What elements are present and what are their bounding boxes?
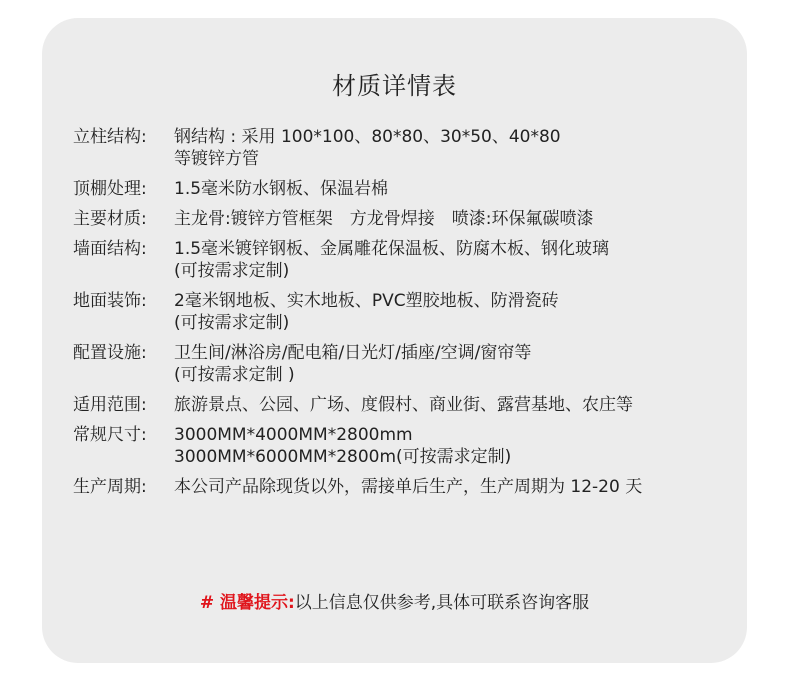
spec-value — [174, 476, 733, 498]
notice-tip — [42, 592, 747, 614]
spec-value-line: 3000MM*4000MM*2800mm — [174, 425, 413, 445]
spec-label: 地面装饰: — [73, 291, 147, 311]
spec-value-line: 1.5毫米防水钢板、保温岩棉 — [174, 179, 389, 199]
spec-row-facilities — [73, 342, 733, 386]
spec-value-line: 旅游景点、公园、广场、度假村、商业街、露营基地、农庄等 — [174, 395, 633, 415]
spec-value-line: 卫生间/淋浴房/配电箱/日光灯/插座/空调/窗帘等 — [174, 343, 532, 363]
spec-value — [174, 126, 733, 170]
notice-tip-text: 以上信息仅供参考,具体可联系咨询客服 — [294, 593, 590, 613]
spec-row-roof-treatment — [73, 178, 733, 200]
spec-value — [174, 178, 733, 200]
spec-label: 主要材质: — [73, 209, 147, 229]
page-title: 材质详情表 — [332, 72, 457, 100]
spec-row-production-cycle — [73, 476, 733, 498]
spec-list — [73, 126, 733, 498]
spec-row-wall-structure — [73, 238, 733, 282]
spec-row-applicable-scope — [73, 394, 733, 416]
spec-value-line: 3000MM*6000MM*2800m(可按需求定制) — [174, 447, 512, 467]
spec-value-line: (可按需求定制) — [174, 313, 290, 333]
spec-value — [174, 424, 733, 468]
spec-value-line: 钢结构 : 采用 100*100、80*80、30*50、40*80 — [174, 127, 561, 147]
spec-value — [174, 342, 733, 386]
spec-card — [42, 18, 747, 663]
spec-value — [174, 394, 733, 416]
spec-label: 适用范围: — [73, 395, 147, 415]
spec-label: 配置设施: — [73, 343, 147, 363]
spec-label: 墙面结构: — [73, 239, 147, 259]
spec-row-main-material — [73, 208, 733, 230]
spec-label: 顶棚处理: — [73, 179, 147, 199]
spec-value — [174, 238, 733, 282]
spec-label: 立柱结构: — [73, 127, 147, 147]
notice-tip-prefix: # 温馨提示: — [199, 593, 295, 613]
spec-label: 常规尺寸: — [73, 425, 147, 445]
spec-value — [174, 290, 733, 334]
spec-value-line: 本公司产品除现货以外，需接单后生产，生产周期为 12-20 天 — [174, 477, 643, 497]
spec-value-line: 2毫米钢地板、实木地板、PVC塑胶地板、防滑瓷砖 — [174, 291, 559, 311]
spec-value-line: (可按需求定制 ) — [174, 365, 295, 385]
spec-value — [174, 208, 733, 230]
spec-value-line: 等镀锌方管 — [174, 149, 259, 169]
spec-row-standard-size — [73, 424, 733, 468]
spec-value-line: (可按需求定制) — [174, 261, 290, 281]
spec-value-line: 1.5毫米镀锌钢板、金属雕花保温板、防腐木板、钢化玻璃 — [174, 239, 610, 259]
spec-label: 生产周期: — [73, 477, 147, 497]
spec-row-floor-decoration — [73, 290, 733, 334]
spec-value-line: 主龙骨:镀锌方管框架 方龙骨焊接 喷漆:环保氟碳喷漆 — [174, 209, 594, 229]
spec-row-column-structure — [73, 126, 733, 170]
